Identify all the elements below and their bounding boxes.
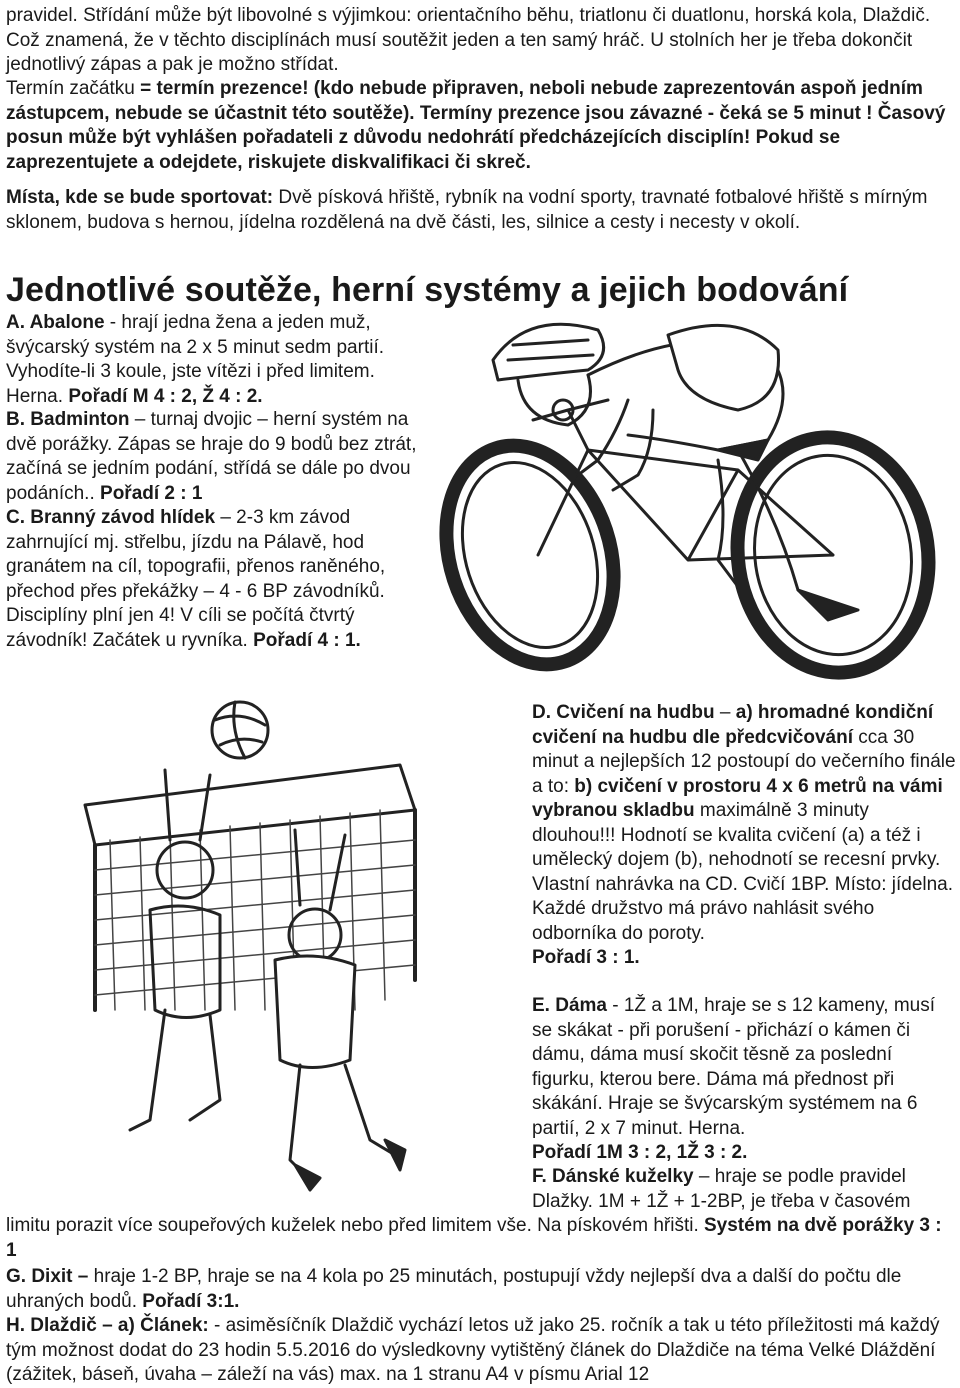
section-h-title: H. Dlaždič – a) Článek: (6, 1315, 209, 1336)
intro-text: pravidel. Střídání může být libovolné s výjimkou: orientačního běhu, triatlonu či duatlonu, horská kola, Dlaždič. Což znamená, že v těchto disciplínách musí soutěžit jeden a ten samý hráč. U stolních her je třeba dokončit jednotlivý zápas a pak je možno střídat. (6, 5, 931, 75)
section-f-title: F. Dánské kuželky (532, 1166, 694, 1187)
section-d-part-b: b) cvičení v prostoru 4 x 6 metrů na vámi vybranou skladbu (532, 775, 943, 821)
venues-label: Místa, kde se bude sportovat: (6, 187, 274, 208)
section-g-title: G. Dixit – (6, 1266, 89, 1287)
intro-paragraph-3 (6, 186, 956, 235)
section-d-order: Pořadí 3 : 1. (532, 947, 640, 968)
section-h-text: - asiměsíčník Dlaždič vychází letos už jako 25. ročník a tak u této příležitosti má každý tým možnost dodat do 23 hodin 5.5.2016 do výsledkovny vytištěný článek do Dlaždiče na téma Velké Dláždění (zážitek, báseň, úvaha – záleží na vás) max. na 1 stranu A4 v písmu Arial 12 (6, 1315, 940, 1385)
section-b-text: – turnaj dvojic – herní systém na dvě porážky. Zápas se hraje do 9 bodů bez ztrát, začíná se jedním podání, střídá se dále po dvou podáních.. (6, 409, 417, 504)
section-d-text-1: cca 30 minut a nejlepších 12 postoupí do večerního finále a to: (532, 726, 956, 797)
section-h (6, 1314, 956, 1388)
section-b (6, 408, 436, 506)
venues-text: Dvě písková hřiště, rybník na vodní sporty, travnaté fotbalové hřiště s mírným sklonem, budova s hernou, jídelna rozdělená na dvě části, les, silnice a cesty i necesty v okolí. (6, 187, 928, 233)
intro-term-label: Termín začátku (6, 78, 135, 99)
section-f-order: Systém na dvě porážky 3 : 1 (6, 1215, 942, 1261)
intro-paragraph-1 (6, 4, 956, 78)
section-f-top (532, 1165, 956, 1214)
section-a (6, 311, 436, 409)
section-d-title: D. Cvičení na hudbu (532, 702, 715, 723)
section-d: D. Cvičení na hudbu – a) hromadné kondiční cvičení na hudbu dle předcvičování cca 30 minut a nejlepších 12 postoupí do večerního finále a to: b) cvičení v prostoru 4 x 6 metrů na vámi vybranou skladbu maximálně 3 minuty dlouhou!!! Hodnotí se kvalita cvičení (a) a též i umělecký dojem (b), nehodnotí se recesní prvky. Vlastní nahrávka na CD. Cvičí 1BP. Místo: jídelna. Každé družstvo má právo nahlásit svého odborníka do poroty. Pořadí 3 : 1. (532, 702, 956, 968)
volleyball-illustration (70, 680, 530, 1200)
intro-paragraph-2 (6, 77, 956, 175)
section-f-text-bottom: limitu porazit více soupeřových kuželek nebo před limitem vše. Na pískovém hřišti. (6, 1215, 704, 1236)
section-e-title: E. Dáma (532, 995, 607, 1016)
page-heading: Jednotlivé soutěže, herní systémy a jejich bodování (6, 271, 849, 309)
section-f-bottom (6, 1214, 956, 1263)
section-c-title: C. Branný závod hlídek (6, 507, 216, 528)
section-d-text-2: maximálně 3 minuty dlouhou!!! Hodnotí se kvalita cvičení (a) a též i umělecký dojem (b), nehodnotí se recesní prvky. Vlastní nahrávka na CD. Cvičí 1BP. Místo: jídelna. Každé družstvo má právo nahlásit svého odborníka do poroty. (532, 800, 954, 944)
section-c-order: Pořadí 4 : 1. (253, 629, 361, 651)
section-e-text: - 1Ž a 1M, hraje se s 12 kameny, musí se skákat - při porušení - přichází o kámen či dámu, dáma musí skočit těsně za poslední figurku, kterou bere. Dáma má přednost při skákání. Hraje se švýcarským systémem na 6 partií, 2 x 7 minut. Herna. (532, 995, 936, 1139)
section-a-text: - hrají jedna žena a jeden muž, švýcarský systém na 2 x 5 minut sedm partií. Vyhodíte-li 3 koule, jste vítězi i před limitem. Herna. (6, 312, 385, 407)
section-d-part-a: a) hromadné kondiční cvičení na hudbu dle předcvičování (532, 702, 934, 748)
section-g (6, 1265, 956, 1314)
section-b-order: Pořadí 2 : 1 (100, 482, 203, 504)
section-b-title: B. Badminton (6, 409, 130, 430)
section-f-text-top: – hraje se podle pravidel Dlažky. 1M + 1Ž + 1-2BP, je třeba v časovém (532, 1166, 911, 1212)
section-g-order: Pořadí 3:1. (142, 1290, 240, 1312)
section-a-title: A. Abalone (6, 312, 105, 333)
section-c (6, 506, 436, 653)
section-c-text: – 2-3 km závod zahrnující mj. střelbu, jízdu na Pálavě, hod granátem na cíl, topografii, přenos raněného, přechod přes překážky – 4 - 6 BP závodníků. Disciplíny plní jen 4! V cíli se počítá čtvrtý závodník! Začátek u ryvníka. (6, 507, 386, 651)
section-e (532, 994, 956, 1166)
cyclist-illustration (438, 300, 960, 695)
section-e-order: Pořadí 1M 3 : 2, 1Ž 3 : 2. (532, 1142, 748, 1163)
intro-term-rules: = termín prezence! (kdo nebude připraven, neboli nebude zaprezentován aspoň jedním zástupcem, nebude se účastnit této soutěže). Termíny prezence jsou závazné - čeká se 5 minut ! Časový posun může být vyhlášen pořadateli z důvodu nedohrátí předcházejících disciplín! Pokud se zaprezentujete a odejdete, riskujete diskvalifikaci či skreč. (6, 78, 946, 173)
section-a-order: Pořadí M 4 : 2, Ž 4 : 2. (68, 385, 263, 407)
section-g-text: hraje 1-2 BP, hraje se na 4 kola po 25 minutách, postupují vždy nejlepší dva a další do počtu dle uhraných bodů. (6, 1266, 902, 1312)
